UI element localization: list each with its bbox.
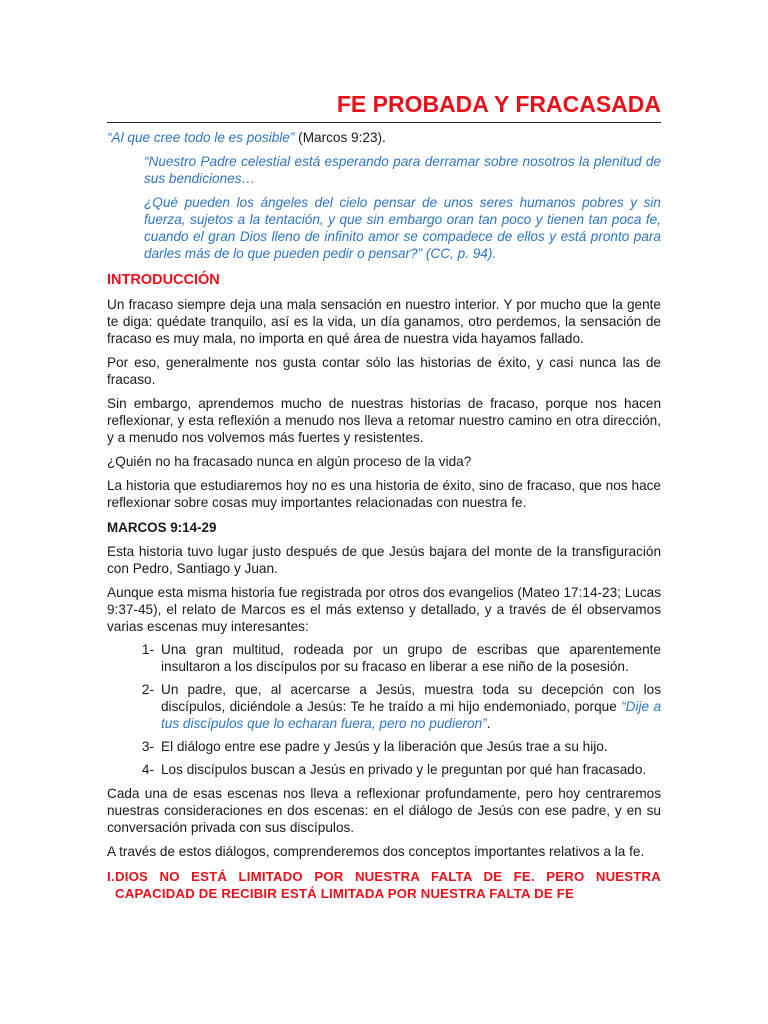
list-text-container	[161, 681, 661, 732]
list-number: 4-	[141, 762, 154, 777]
list-item	[107, 761, 661, 778]
intro-paragraph: Un fracaso siempre deja una mala sensación en nuestro interior. Y por mucho que la gente te diga: quédate tranquilo, así es la vida, un día ganamos, otro perdemos, la sensación de fracaso es muy mala, no importa en qué área de nuestra vida hayamos fallado.	[107, 297, 661, 346]
intro-heading: INTRODUCCIÓN	[107, 272, 220, 288]
list-number: 2-	[141, 682, 154, 697]
epigraph-reference: (Marcos 9:23).	[294, 130, 386, 145]
list-item	[107, 681, 661, 732]
passage-heading: MARCOS 9:14-29	[107, 520, 217, 535]
list-text: Un padre, que, al acercarse a Jesús, muestra toda su decepción con los discípulos, diciéndole a Jesús: Te he traído a mi hijo endemoniado, porque	[161, 682, 661, 714]
quote-paragraph-2: ¿Qué pueden los ángeles del cielo pensar de unos seres humanos pobres y sin fuerza, sujetos a la tentación, y que sin embargo oran tan poco y tienen tan poca fe, cuando el gran Dios lleno de infinito amor se compadece de ellos y está pronto para darles más de lo que pueden pedir o pensar?” (CC, p. 94).	[144, 195, 661, 261]
passage-paragraph: Esta historia tuvo lugar justo después de que Jesús bajara del monte de la transfiguración con Pedro, Santiago y Juan.	[107, 544, 661, 576]
list-item	[107, 738, 661, 755]
closing-paragraph: Cada una de esas escenas nos lleva a reflexionar profundamente, pero hoy centraremos nuestras consideraciones en dos escenas: en el diálogo de Jesús con ese padre, y en su conversación privada con sus discípulos.	[107, 786, 661, 835]
intro-paragraph: Por eso, generalmente nos gusta contar sólo las historias de éxito, y casi nunca las de fracaso.	[107, 355, 661, 387]
intro-paragraph: ¿Quién no ha fracasado nunca en algún proceso de la vida?	[107, 454, 472, 469]
list-text: Una gran multitud, rodeada por un grupo de escribas que aparentemente insultaron a los discípulos por su fracaso en liberar a ese niño de la posesión.	[161, 642, 661, 674]
section-title: DIOS NO ESTÁ LIMITADO POR NUESTRA FALTA DE FE. PERO NUESTRA CAPACIDAD DE RECIBIR ESTÁ LIMITADA POR NUESTRA FALTA DE FE	[115, 869, 661, 901]
list-number: 1-	[141, 642, 154, 657]
list-item	[107, 641, 661, 675]
list-tail: .	[486, 716, 491, 731]
quote-paragraph-1: “Nuestro Padre celestial está esperando para derramar sobre nosotros la plenitud de sus bendiciones…	[144, 154, 661, 186]
section-number: I.	[107, 869, 115, 884]
epigraph	[107, 129, 661, 146]
intro-paragraph: Sin embargo, aprendemos mucho de nuestras historias de fracaso, porque nos hacen reflexionar, y esta reflexión a menudo nos lleva a retomar nuestro camino en otra dirección, y a menudo nos volvemos más fuertes y resistentes.	[107, 396, 661, 445]
page-title: FE PROBADA Y FRACASADA	[107, 90, 661, 123]
list-quote: “Dije a tus discípulos que lo echaran fuera, pero no pudieron”	[161, 699, 662, 731]
list-number: 3-	[141, 739, 154, 754]
scenes-list	[107, 641, 661, 778]
list-text: El diálogo entre ese padre y Jesús y la liberación que Jesús trae a su hijo.	[161, 739, 608, 754]
section-one-heading	[107, 868, 661, 902]
list-text: Los discípulos buscan a Jesús en privado y le preguntan por qué han fracasado.	[161, 762, 647, 777]
document-page	[107, 90, 661, 902]
closing-paragraph: A través de estos diálogos, comprenderemos dos conceptos importantes relativos a la fe.	[107, 844, 645, 859]
epigraph-quote: “Al que cree todo le es posible”	[107, 130, 295, 145]
intro-paragraph: La historia que estudiaremos hoy no es una historia de éxito, sino de fracaso, que nos hace reflexionar sobre cosas muy importantes relacionadas con nuestra fe.	[107, 478, 661, 510]
passage-paragraph: Aunque esta misma historia fue registrada por otros dos evangelios (Mateo 17:14-23; Lucas 9:37-45), el relato de Marcos es el más extenso y detallado, y a través de él observamos varias escenas muy interesantes:	[107, 585, 661, 634]
